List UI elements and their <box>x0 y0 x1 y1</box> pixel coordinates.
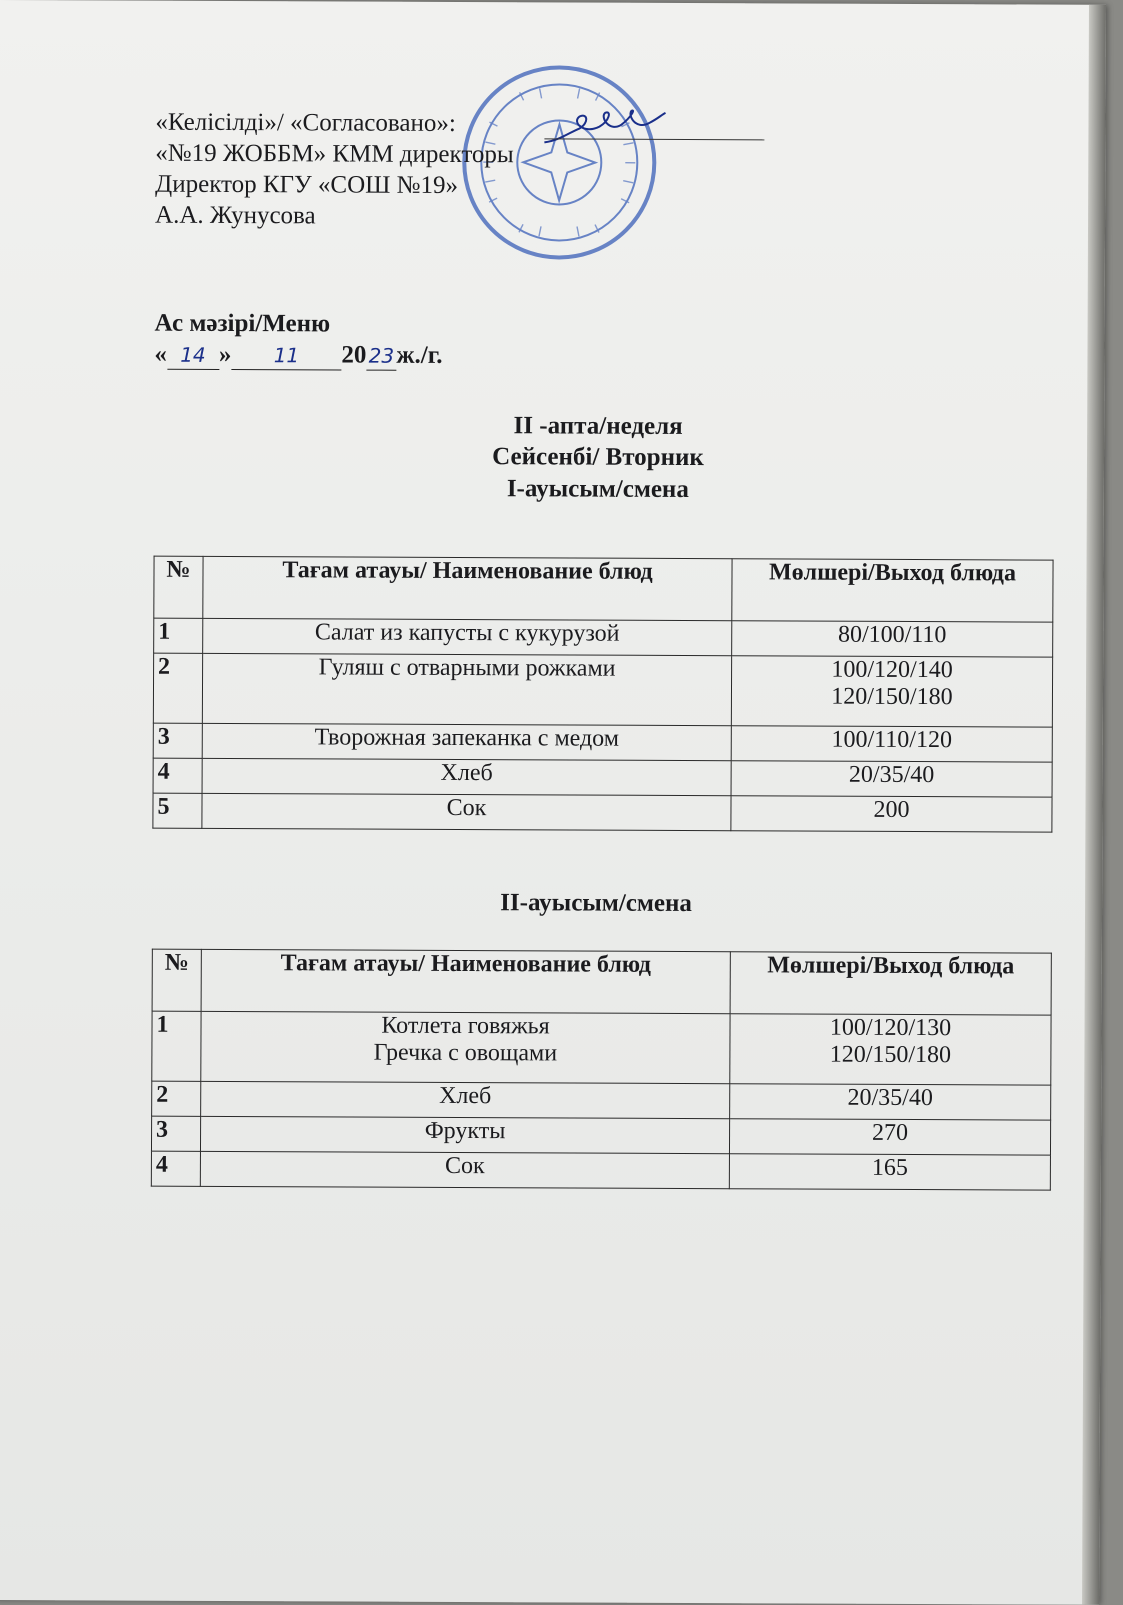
table-row <box>151 1151 1050 1190</box>
page-edge <box>1082 5 1106 1605</box>
table-row <box>152 1081 1051 1120</box>
dish-output <box>730 1014 1051 1085</box>
dish-name-line: Котлета говяжья <box>205 1012 725 1041</box>
approval-line: «Келісілді»/ «Согласовано»: <box>155 107 514 140</box>
table-header-row <box>152 949 1051 1015</box>
row-no: 3 <box>153 723 202 758</box>
header-no: № <box>152 949 201 1011</box>
table-header-row <box>154 556 1053 622</box>
header-name: Тағам атауы/ Наименование блюд <box>203 556 732 620</box>
table-row <box>153 723 1052 762</box>
dish-output-line: 120/150/180 <box>736 683 1048 711</box>
dish-output: 200 <box>731 796 1052 832</box>
dish-output: 20/35/40 <box>731 761 1052 797</box>
row-no: 5 <box>153 793 202 828</box>
menu-date <box>154 341 442 371</box>
week-label: II -апта/неделя <box>398 410 798 443</box>
dish-output: 100/110/120 <box>731 726 1052 762</box>
dish-name: Творожная запеканка с медом <box>202 723 731 760</box>
dish-name: Сок <box>202 793 731 830</box>
table-row <box>154 618 1053 657</box>
dish-name: Хлеб <box>202 758 731 795</box>
director-name: А.А. Жунусова <box>155 200 514 233</box>
dish-output: 80/100/110 <box>732 621 1053 657</box>
dish-output: 270 <box>729 1119 1050 1155</box>
shift2-table <box>151 949 1052 1191</box>
table-row <box>151 1116 1050 1155</box>
dish-name: Гуляш с отварными рожками <box>202 653 731 725</box>
shift2-label: II-ауысым/смена <box>396 887 796 920</box>
dish-name: Салат из капусты с кукурузой <box>203 618 732 655</box>
dish-name: Хлеб <box>201 1081 730 1118</box>
dish-output-line: 100/120/130 <box>734 1014 1046 1042</box>
dish-output-line: 120/150/180 <box>734 1041 1046 1069</box>
date-close-quote: » <box>219 341 232 368</box>
table-row <box>153 653 1052 727</box>
approval-block <box>155 107 514 233</box>
header-no: № <box>154 556 203 618</box>
header-name: Тағам атауы/ Наименование блюд <box>201 949 730 1013</box>
row-no: 4 <box>153 758 202 793</box>
header-output: Мөлшері/Выход блюда <box>730 952 1051 1015</box>
dish-output-line: 100/120/140 <box>736 656 1048 684</box>
table-row <box>152 1011 1051 1085</box>
row-no: 1 <box>152 1011 201 1081</box>
dish-name: Сок <box>200 1151 729 1188</box>
header-output: Мөлшері/Выход блюда <box>732 559 1053 622</box>
row-no: 1 <box>154 618 203 653</box>
day-label: Сейсенбі/ Вторник <box>398 441 798 474</box>
director-title-ru: Директор КГУ «СОШ №19» <box>155 169 514 202</box>
date-day: 14 <box>167 343 219 370</box>
date-month: 11 <box>231 343 341 370</box>
shift1-table <box>152 556 1053 833</box>
date-open-quote: « <box>154 341 167 368</box>
row-no: 2 <box>152 1081 201 1116</box>
dish-name: Фрукты <box>200 1116 729 1153</box>
date-suffix: ж./г. <box>396 342 442 369</box>
menu-title: Ас мәзірі/Меню <box>155 307 331 341</box>
signature <box>539 102 669 153</box>
date-century: 20 <box>341 341 366 368</box>
table-row <box>153 758 1052 797</box>
row-no: 4 <box>151 1151 200 1186</box>
row-no: 2 <box>153 653 202 723</box>
shift1-label: I-ауысым/смена <box>398 473 798 506</box>
table-row <box>153 793 1052 832</box>
director-title-kz: «№19 ЖОББМ» КММ директоры <box>155 138 514 171</box>
dish-output: 165 <box>729 1154 1050 1190</box>
dish-name-line: Гречка с овощами <box>205 1039 725 1068</box>
dish-name <box>201 1011 730 1083</box>
dish-output <box>731 656 1052 727</box>
dish-output: 20/35/40 <box>730 1084 1051 1120</box>
date-year: 23 <box>366 344 396 371</box>
row-no: 3 <box>151 1116 200 1151</box>
